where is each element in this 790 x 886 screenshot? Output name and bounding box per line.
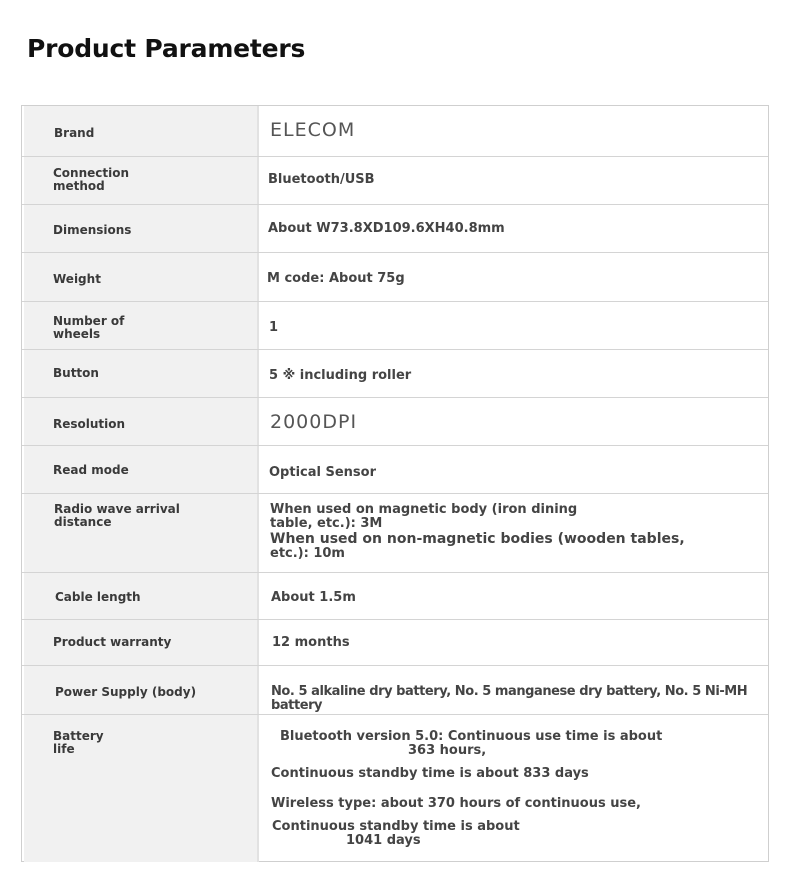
row-label: Button — [53, 366, 99, 380]
row-label-cell — [24, 205, 259, 253]
table-row-radio-wave-distance — [22, 493, 768, 573]
row-value-line: Continuous standby time is about 833 days — [271, 766, 589, 781]
row-value: 5 ※ including roller — [269, 368, 412, 383]
row-value: M code: About 75g — [267, 271, 405, 286]
row-value: 1 — [269, 320, 279, 335]
row-value: About 1.5m — [271, 590, 356, 605]
row-value-line: Wireless type: about 370 hours of continuous use, — [271, 796, 641, 811]
row-value: 12 months — [272, 635, 350, 650]
row-label-cell — [24, 106, 259, 156]
table-row-read-mode — [22, 445, 768, 494]
row-value-line: Bluetooth version 5.0: Continuous use time is about — [280, 729, 663, 744]
table-row-button — [22, 349, 768, 398]
row-label: Read mode — [53, 463, 129, 477]
row-label: Resolution — [53, 417, 126, 431]
row-label: Weight — [53, 272, 101, 286]
row-label: Connection method — [53, 166, 130, 193]
row-label-cell — [24, 494, 259, 573]
parameters-table — [21, 105, 769, 862]
table-row-resolution — [22, 397, 768, 446]
row-label: Brand — [54, 126, 95, 140]
row-value-line: etc.): 10m — [270, 546, 345, 561]
table-row-connection-method — [22, 156, 768, 205]
row-value-line: Continuous standby time is about — [272, 819, 520, 834]
row-label-cell — [24, 253, 259, 302]
table-row-product-warranty — [22, 619, 768, 666]
row-label-cell — [24, 715, 259, 862]
row-label-cell — [24, 446, 259, 494]
row-label-cell — [24, 157, 259, 205]
page-title: Product Parameters — [27, 34, 306, 63]
row-label-cell — [24, 573, 259, 620]
row-label-cell — [24, 350, 259, 398]
row-label: Number of wheels — [53, 314, 125, 341]
table-row-number-of-wheels — [22, 301, 768, 350]
table-row-cable-length — [22, 572, 768, 620]
row-value: No. 5 alkaline dry battery, No. 5 manganese dry battery, No. 5 Ni-MH battery — [271, 684, 748, 713]
row-label: Product warranty — [53, 635, 172, 649]
row-label: Battery life — [53, 729, 104, 756]
row-value: ELECOM — [270, 119, 356, 141]
row-label: Cable length — [55, 590, 141, 604]
table-row-dimensions — [22, 204, 768, 253]
row-label-cell — [24, 302, 259, 350]
table-row-battery-life — [22, 714, 768, 862]
row-label-cell — [24, 620, 259, 666]
row-label: Dimensions — [53, 223, 132, 237]
row-label-cell — [24, 398, 259, 446]
row-label: Power Supply (body) — [55, 685, 197, 699]
row-label: Radio wave arrival distance — [54, 502, 180, 529]
row-value-line: 363 hours, — [408, 743, 487, 758]
row-value: Optical Sensor — [269, 465, 377, 480]
row-value-line: 1041 days — [346, 833, 421, 848]
row-value: About W73.8XD109.6XH40.8mm — [268, 221, 505, 236]
table-row-weight — [22, 252, 768, 302]
row-value: 2000DPI — [270, 411, 358, 433]
table-row-brand — [22, 106, 768, 156]
row-value-line: When used on non-magnetic bodies (wooden tables, — [270, 531, 685, 547]
row-value: When used on magnetic body (iron dining table, etc.): 3M — [270, 502, 578, 531]
row-label-cell — [24, 666, 259, 715]
row-value: Bluetooth/USB — [268, 172, 375, 187]
table-row-power-supply — [22, 665, 768, 715]
